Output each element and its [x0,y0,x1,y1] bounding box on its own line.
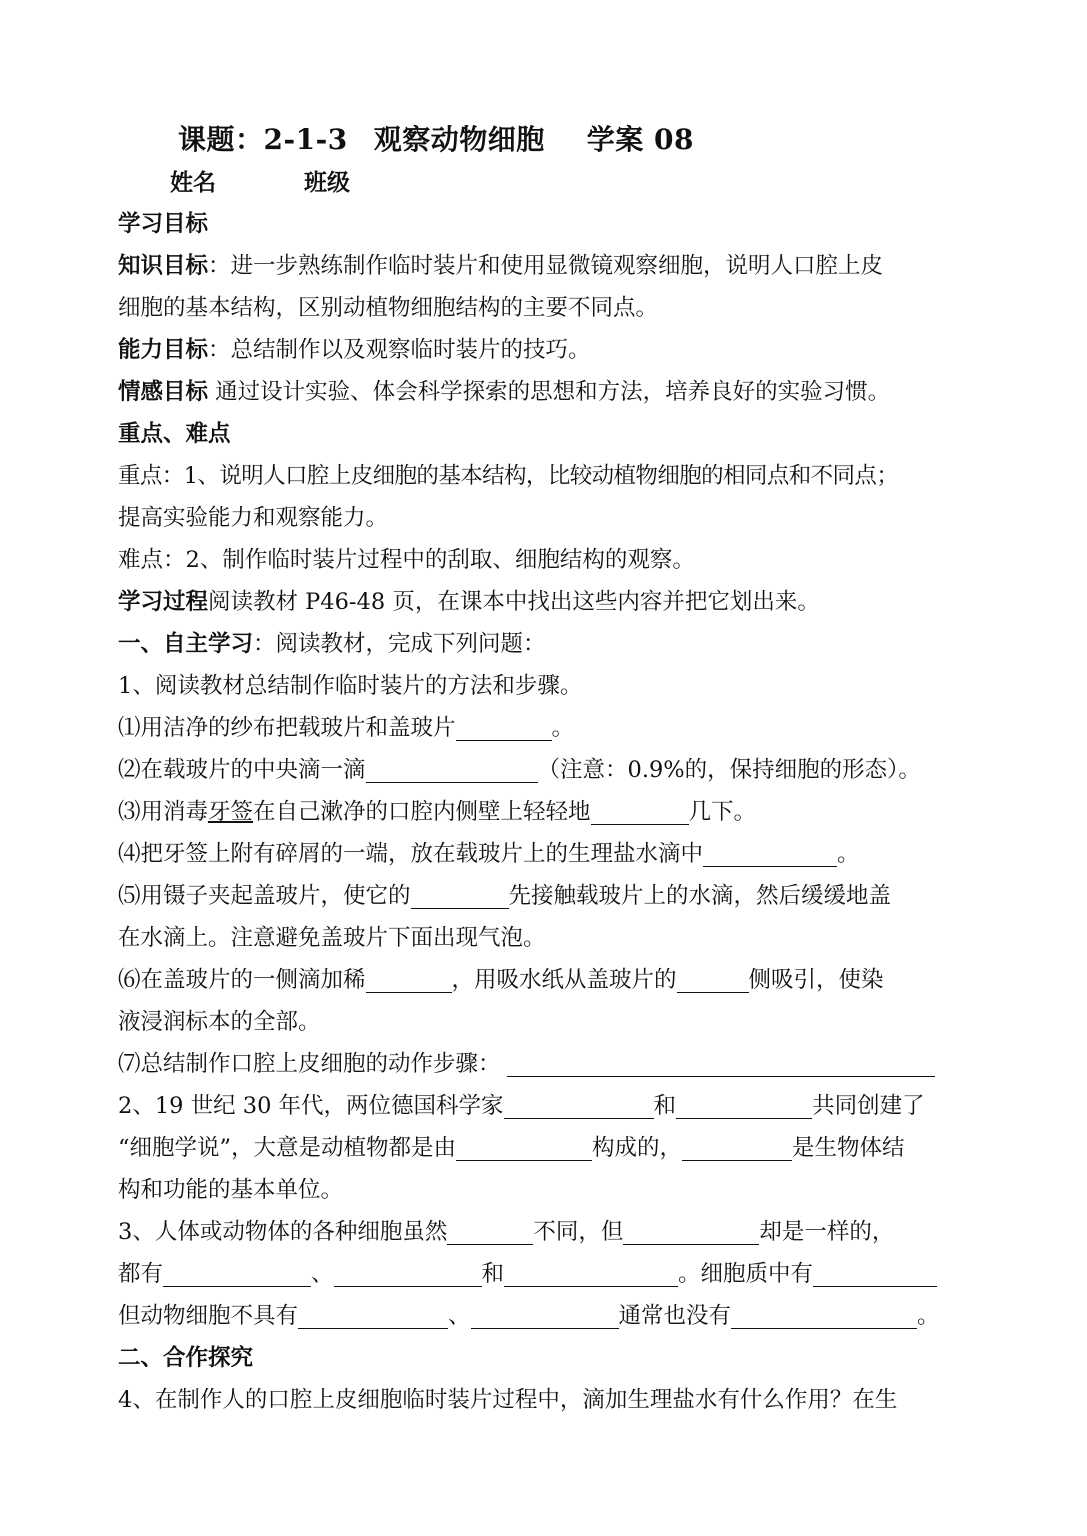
key-point-line2: 提高实验能力和观察能力。 [118,505,389,531]
q1-step6-text3: 侧吸引，使染 [748,967,884,993]
q1-step6-text2: ，用吸水纸从盖玻片的 [451,967,677,993]
q1-step3-text2: 在自己漱净的口腔内侧壁上轻轻地 [253,799,591,825]
q1-step5-text2: 先接触载玻片上的水滴，然后缓缓地盖 [508,883,892,909]
q2-line1 [118,1086,977,1127]
q1-step6-text: ⑹在盖玻片的一侧滴加稀 [118,967,366,993]
q3-text-k: 。 [917,1303,940,1329]
q1-step3-text: ⑶用消毒 [118,799,209,825]
q3-line2 [118,1254,977,1295]
q1-step4-end: 。 [837,841,860,867]
q3-text-b: 不同，但 [533,1219,624,1245]
q3-text-c: 却是一样的， [759,1219,895,1245]
q3-text-f: 和 [481,1261,505,1287]
section1-label: 一、自主学习 [118,631,254,657]
answer-blank[interactable] [163,1260,311,1287]
key-point-line1: 重点：1、说明人口腔上皮细胞的基本结构，比较动植物细胞的相同点和不同点； [118,463,899,489]
q1-step4-text: ⑷把牙签上附有碎屑的一端，放在载玻片上的生理盐水滴中 [118,841,704,867]
class-label: 班级 [304,169,350,196]
q4-line1: 4、在制作人的口腔上皮细胞临时装片过程中，滴加生理盐水有什么作用？在生 [118,1387,898,1413]
answer-blank[interactable] [731,1302,917,1329]
answer-blank[interactable] [703,840,837,867]
name-class-row [170,164,350,197]
answer-blank[interactable] [366,966,452,993]
answer-blank[interactable] [471,1302,619,1329]
answer-blank[interactable] [504,1260,678,1287]
q2-text-b: 和 [653,1093,677,1119]
q1-step1-text: ⑴用洁净的纱布把载玻片和盖玻片 [118,715,456,741]
answer-blank[interactable] [411,882,509,909]
q3-line1 [118,1212,977,1253]
q1-step3-end: 几下。 [688,799,757,825]
q1-step2-note: （注意：0.9%的，保持细胞的形态）。 [537,757,921,783]
q1-step6-line1 [118,960,977,1001]
answer-blank[interactable] [456,1134,592,1161]
q3-text-d: 都有 [118,1261,164,1287]
knowledge-goal-line1 [118,246,977,287]
q1-intro: 1、阅读教材总结制作临时装片的方法和步骤。 [118,673,583,699]
q1-step6-line2: 液浸润标本的全部。 [118,1009,321,1035]
name-label: 姓名 [170,169,216,196]
q1-step2-text: ⑵在载玻片的中央滴一滴 [118,757,366,783]
answer-blank[interactable] [623,1218,759,1245]
knowledge-goal-line2: 细胞的基本结构，区别动植物细胞结构的主要不同点。 [118,295,659,321]
ability-goal-label: 能力目标 [118,337,209,363]
q2-text-c: 共同创建了 [812,1093,925,1119]
q3-line3 [118,1296,977,1337]
emotion-goal [118,372,977,413]
answer-blank[interactable] [504,1092,654,1119]
answer-blank[interactable] [447,1218,533,1245]
answer-blank[interactable] [813,1260,937,1287]
q1-step5-text: ⑸用镊子夹起盖玻片，使它的 [118,883,411,909]
answer-blank[interactable] [456,714,552,741]
ability-goal [118,330,977,371]
ability-goal-text: ：总结制作以及观察临时装片的技巧。 [208,337,591,363]
q1-step3 [118,792,977,833]
worksheet-title [178,118,694,158]
process-text: 阅读教材 P46-48 页，在课本中找出这些内容并把它划出来。 [208,589,820,615]
section2-heading: 二、合作探究 [118,1345,254,1371]
process-label: 学习过程 [118,589,209,615]
knowledge-goal-label: 知识目标 [118,253,209,279]
knowledge-goal-text1: ：进一步熟练制作临时装片和使用显微镜观察细胞，说明人口腔上皮 [208,253,884,279]
process-line [118,582,977,623]
q2-text-f: 是生物体结 [792,1135,905,1161]
answer-blank[interactable] [677,966,749,993]
answer-blank[interactable] [676,1092,812,1119]
q2-line2 [118,1128,977,1169]
q1-step7-text: ⑺总结制作口腔上皮细胞的动作步骤： [118,1051,501,1077]
q3-text-h: 但动物细胞不具有 [118,1303,299,1329]
q3-text-e: 、 [311,1261,334,1287]
answer-blank[interactable] [507,1050,935,1077]
q1-step4 [118,834,977,875]
key-heading: 重点、难点 [118,421,231,447]
q2-text-e: 构成的， [592,1135,683,1161]
q1-step5-line2: 在水滴上。注意避免盖玻片下面出现气泡。 [118,925,546,951]
q1-step5-line1 [118,876,977,917]
q2-line3: 构和功能的基本单位。 [118,1177,344,1203]
emotion-goal-label: 情感目标 [118,379,209,405]
section1-text: ：阅读教材，完成下列问题： [253,631,546,657]
answer-blank[interactable] [682,1134,792,1161]
goals-heading: 学习目标 [118,211,209,237]
q2-text-a: 2、19 世纪 30 年代，两位德国科学家 [118,1093,504,1119]
q1-step3-underlined: 牙签 [208,799,254,825]
section1-line [118,624,977,665]
answer-blank[interactable] [334,1260,482,1287]
q2-text-d: “细胞学说”，大意是动植物都是由 [118,1135,457,1161]
title-suffix: 学案 08 [586,123,694,156]
q3-text-i: 、 [448,1303,471,1329]
difficult-point: 难点：2、制作临时装片过程中的刮取、细胞结构的观察。 [118,547,695,573]
answer-blank[interactable] [591,798,689,825]
title-prefix: 课题：2-1-3 [178,123,348,156]
q3-text-j: 通常也没有 [618,1303,732,1329]
title-topic: 观察动物细胞 [373,123,545,156]
q1-step7 [118,1044,977,1085]
answer-blank[interactable] [366,756,538,783]
q1-step2 [118,750,977,791]
q3-text-a: 3、人体或动物体的各种细胞虽然 [118,1219,448,1245]
q1-step1-end: 。 [551,715,575,741]
answer-blank[interactable] [298,1302,448,1329]
q3-text-g: 。细胞质中有 [678,1261,814,1287]
emotion-goal-text: 通过设计实验、体会科学探索的思想和方法，培养良好的实验习惯。 [208,379,891,405]
q1-step1 [118,708,977,749]
